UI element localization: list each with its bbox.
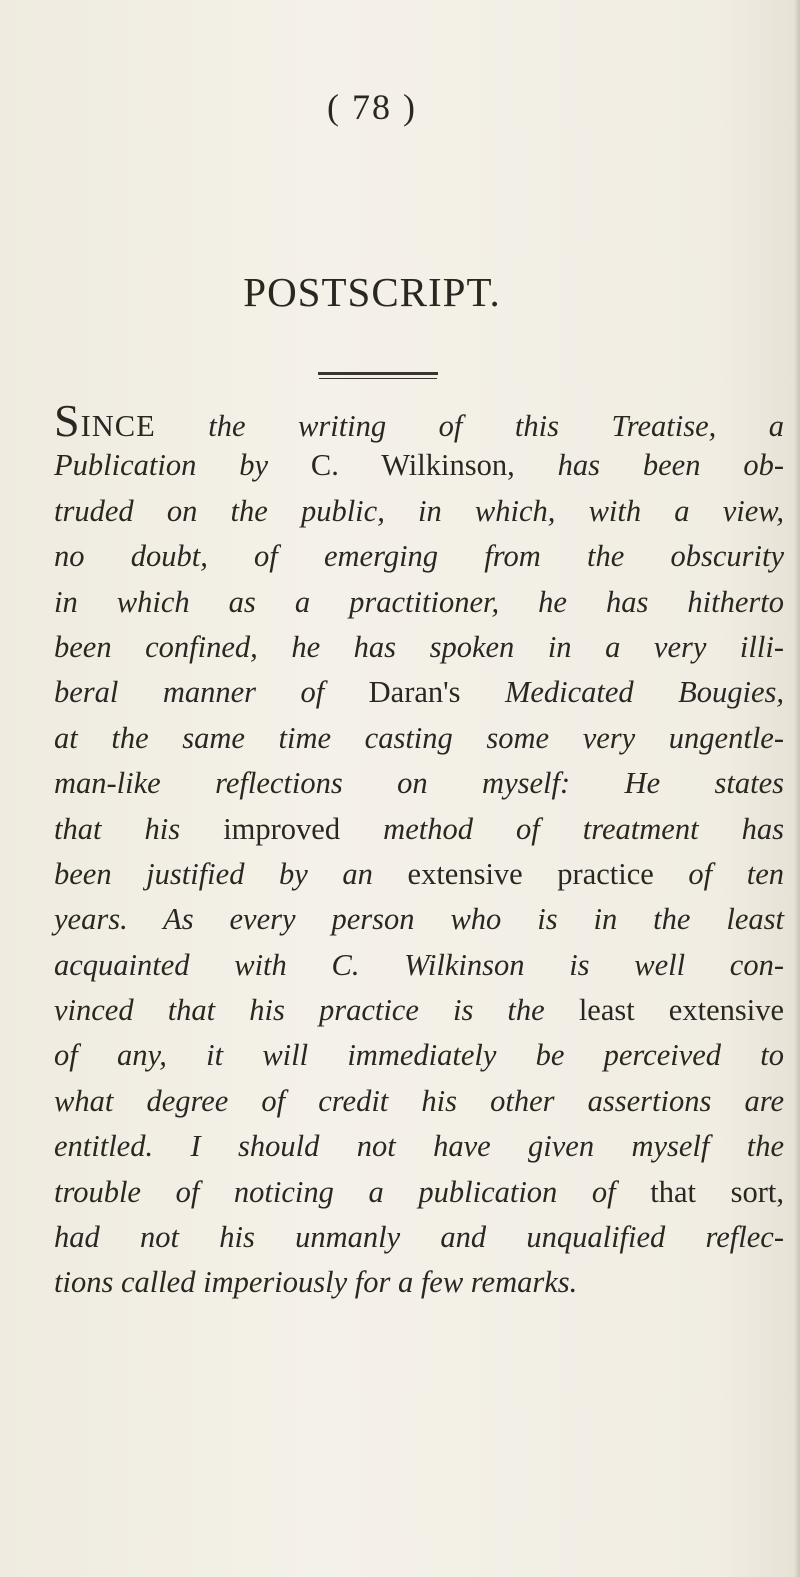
text-run: in which as a practitioner, he has hitherto (54, 584, 784, 619)
text-line (54, 943, 784, 988)
text-run: trouble of noticing a publication of (54, 1174, 651, 1209)
text-run: that sort, (650, 1174, 784, 1209)
text-run: extensive practice (407, 856, 654, 891)
text-line (54, 580, 784, 625)
text-line (54, 534, 784, 579)
text-run: of any, it will immediately be perceived to (54, 1038, 784, 1073)
page-edge-shadow (794, 0, 800, 1577)
text-run: of ten (653, 856, 784, 891)
text-run: acquainted with C. Wilkinson is well con- (54, 947, 784, 982)
text-run: vinced that his practice is the (54, 993, 579, 1028)
text-line (54, 1215, 784, 1260)
text-run: C. Wilkinson, (310, 448, 515, 483)
text-line (54, 988, 784, 1033)
text-line (54, 807, 784, 852)
text-line (54, 1170, 784, 1215)
text-run: been justified by an (54, 856, 408, 891)
text-run: had not his unmanly and unqualified reflec- (54, 1220, 784, 1255)
text-line (54, 1124, 784, 1169)
text-run: Publication by (54, 448, 311, 483)
text-run: that his (54, 811, 224, 846)
text-line (54, 443, 784, 488)
text-run: man-like reflections on myself: He states (54, 766, 784, 801)
text-run: been confined, he has spoken in a very illi- (54, 629, 784, 664)
postscript-paragraph (54, 395, 785, 1306)
text-run: improved (223, 811, 341, 846)
text-line (54, 716, 784, 761)
text-line (54, 897, 784, 942)
text-run: the writing of this Treatise, a (155, 409, 784, 443)
text-line (54, 1033, 784, 1078)
text-run: years. As every person who is in the least (54, 902, 784, 937)
page-number: ( 78 ) (327, 87, 417, 127)
text-run: method of treatment has (340, 811, 785, 846)
text-run: what degree of credit his other assertions are (54, 1083, 784, 1118)
heading-rule (318, 372, 438, 375)
text-line (54, 852, 784, 897)
text-run: INCE (80, 409, 156, 443)
text-run: at the same time casting some very ungentle- (54, 720, 784, 755)
text-run: has been ob- (514, 448, 784, 483)
section-heading: POSTSCRIPT. (243, 269, 501, 315)
text-line (54, 1079, 784, 1124)
text-line (54, 1260, 784, 1305)
text-run: beral manner of (54, 675, 369, 710)
text-run: S (54, 395, 81, 446)
text-run: Medicated Bougies, (460, 675, 784, 710)
text-line (54, 625, 784, 670)
text-line (54, 489, 784, 534)
text-run: truded on the public, in which, with a view, (54, 493, 784, 528)
text-run: Daran's (368, 675, 461, 710)
text-run: tions called imperiously for a few remarks. (54, 1265, 578, 1300)
text-run: least extensive (578, 993, 784, 1028)
text-line (54, 761, 784, 806)
text-line (54, 395, 784, 446)
text-line (54, 670, 784, 715)
text-run: entitled. I should not have given myself the (54, 1129, 784, 1164)
text-run: no doubt, of emerging from the obscurity (54, 539, 784, 574)
